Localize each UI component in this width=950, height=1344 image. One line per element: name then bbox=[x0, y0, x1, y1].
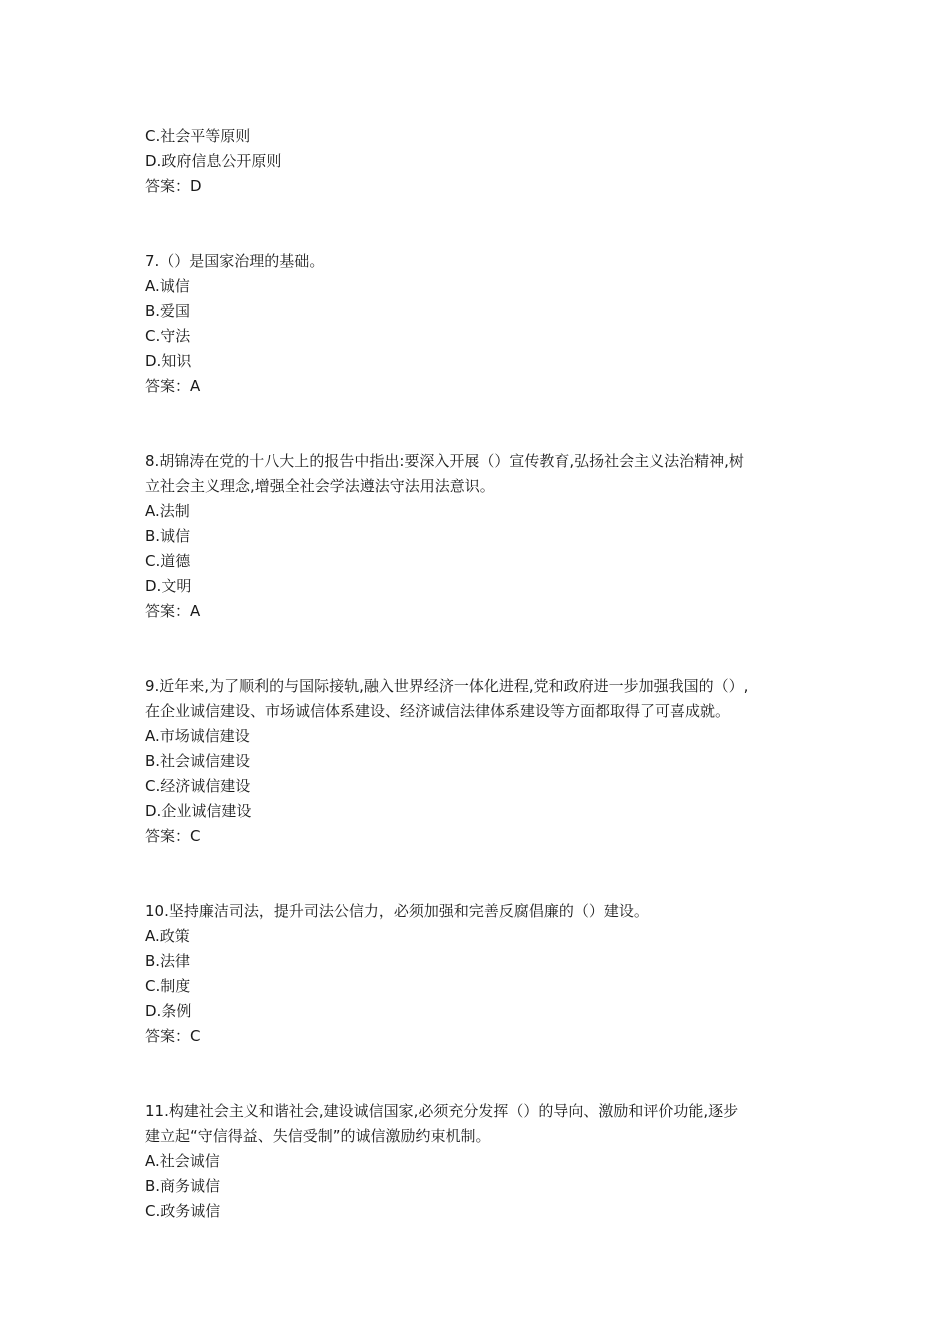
option-d: D.知识 bbox=[145, 352, 192, 370]
option-b: B.诚信 bbox=[145, 527, 191, 545]
question-9 bbox=[145, 674, 825, 849]
option-d: D.条例 bbox=[145, 1002, 192, 1020]
option-b: B.社会诚信建设 bbox=[145, 752, 251, 770]
question-stem-line-2: 立社会主义理念,增强全社会学法遵法守法用法意识。 bbox=[145, 477, 495, 495]
option-c: C.政务诚信 bbox=[145, 1202, 221, 1220]
question-stem-line-2: 在企业诚信建设、市场诚信体系建设、经济诚信法律体系建设等方面都取得了可喜成就。 bbox=[145, 702, 731, 720]
option-c: C.制度 bbox=[145, 977, 191, 995]
option-c: C.经济诚信建设 bbox=[145, 777, 251, 795]
question-stem: 7.（）是国家治理的基础。 bbox=[145, 252, 325, 270]
question-stem-line-1: 11.构建社会主义和谐社会,建设诚信国家,必须充分发挥（）的导向、激励和评价功能,逐步 bbox=[145, 1102, 739, 1120]
answer: 答案：C bbox=[145, 1027, 201, 1045]
option-a: A.市场诚信建设 bbox=[145, 727, 250, 745]
question-11 bbox=[145, 1099, 825, 1224]
option-c: C.道德 bbox=[145, 552, 191, 570]
question-stem: 10.坚持廉洁司法，提升司法公信力，必须加强和完善反腐倡廉的（）建设。 bbox=[145, 902, 649, 920]
question-8 bbox=[145, 449, 825, 624]
option-a: A.社会诚信 bbox=[145, 1152, 220, 1170]
question-10 bbox=[145, 899, 825, 1049]
question-stem-line-1: 8.胡锦涛在党的十八大上的报告中指出:要深入开展（）宣传教育,弘扬社会主义法治精神,树 bbox=[145, 452, 744, 470]
spacer bbox=[145, 1049, 825, 1099]
option-b: B.法律 bbox=[145, 952, 191, 970]
question-7 bbox=[145, 249, 825, 399]
answer: 答案：A bbox=[145, 377, 201, 395]
spacer bbox=[145, 849, 825, 899]
option-d: D.企业诚信建设 bbox=[145, 802, 252, 820]
option-c: C.守法 bbox=[145, 327, 191, 345]
option-b: B.商务诚信 bbox=[145, 1177, 221, 1195]
document-page bbox=[145, 124, 825, 1224]
spacer bbox=[145, 624, 825, 674]
spacer bbox=[145, 199, 825, 249]
answer: 答案：D bbox=[145, 177, 202, 195]
question-partial bbox=[145, 124, 825, 199]
answer: 答案：C bbox=[145, 827, 201, 845]
option-b: B.爱国 bbox=[145, 302, 191, 320]
option-a: A.诚信 bbox=[145, 277, 190, 295]
option-a: A.法制 bbox=[145, 502, 190, 520]
option-d: D.政府信息公开原则 bbox=[145, 152, 282, 170]
question-stem-line-2: 建立起“守信得益、失信受制”的诚信激励约束机制。 bbox=[145, 1127, 491, 1145]
option-a: A.政策 bbox=[145, 927, 190, 945]
spacer bbox=[145, 399, 825, 449]
answer: 答案：A bbox=[145, 602, 201, 620]
option-c: C.社会平等原则 bbox=[145, 127, 251, 145]
question-stem-line-1: 9.近年来,为了顺利的与国际接轨,融入世界经济一体化进程,党和政府进一步加强我国的（）, bbox=[145, 677, 749, 695]
option-d: D.文明 bbox=[145, 577, 192, 595]
